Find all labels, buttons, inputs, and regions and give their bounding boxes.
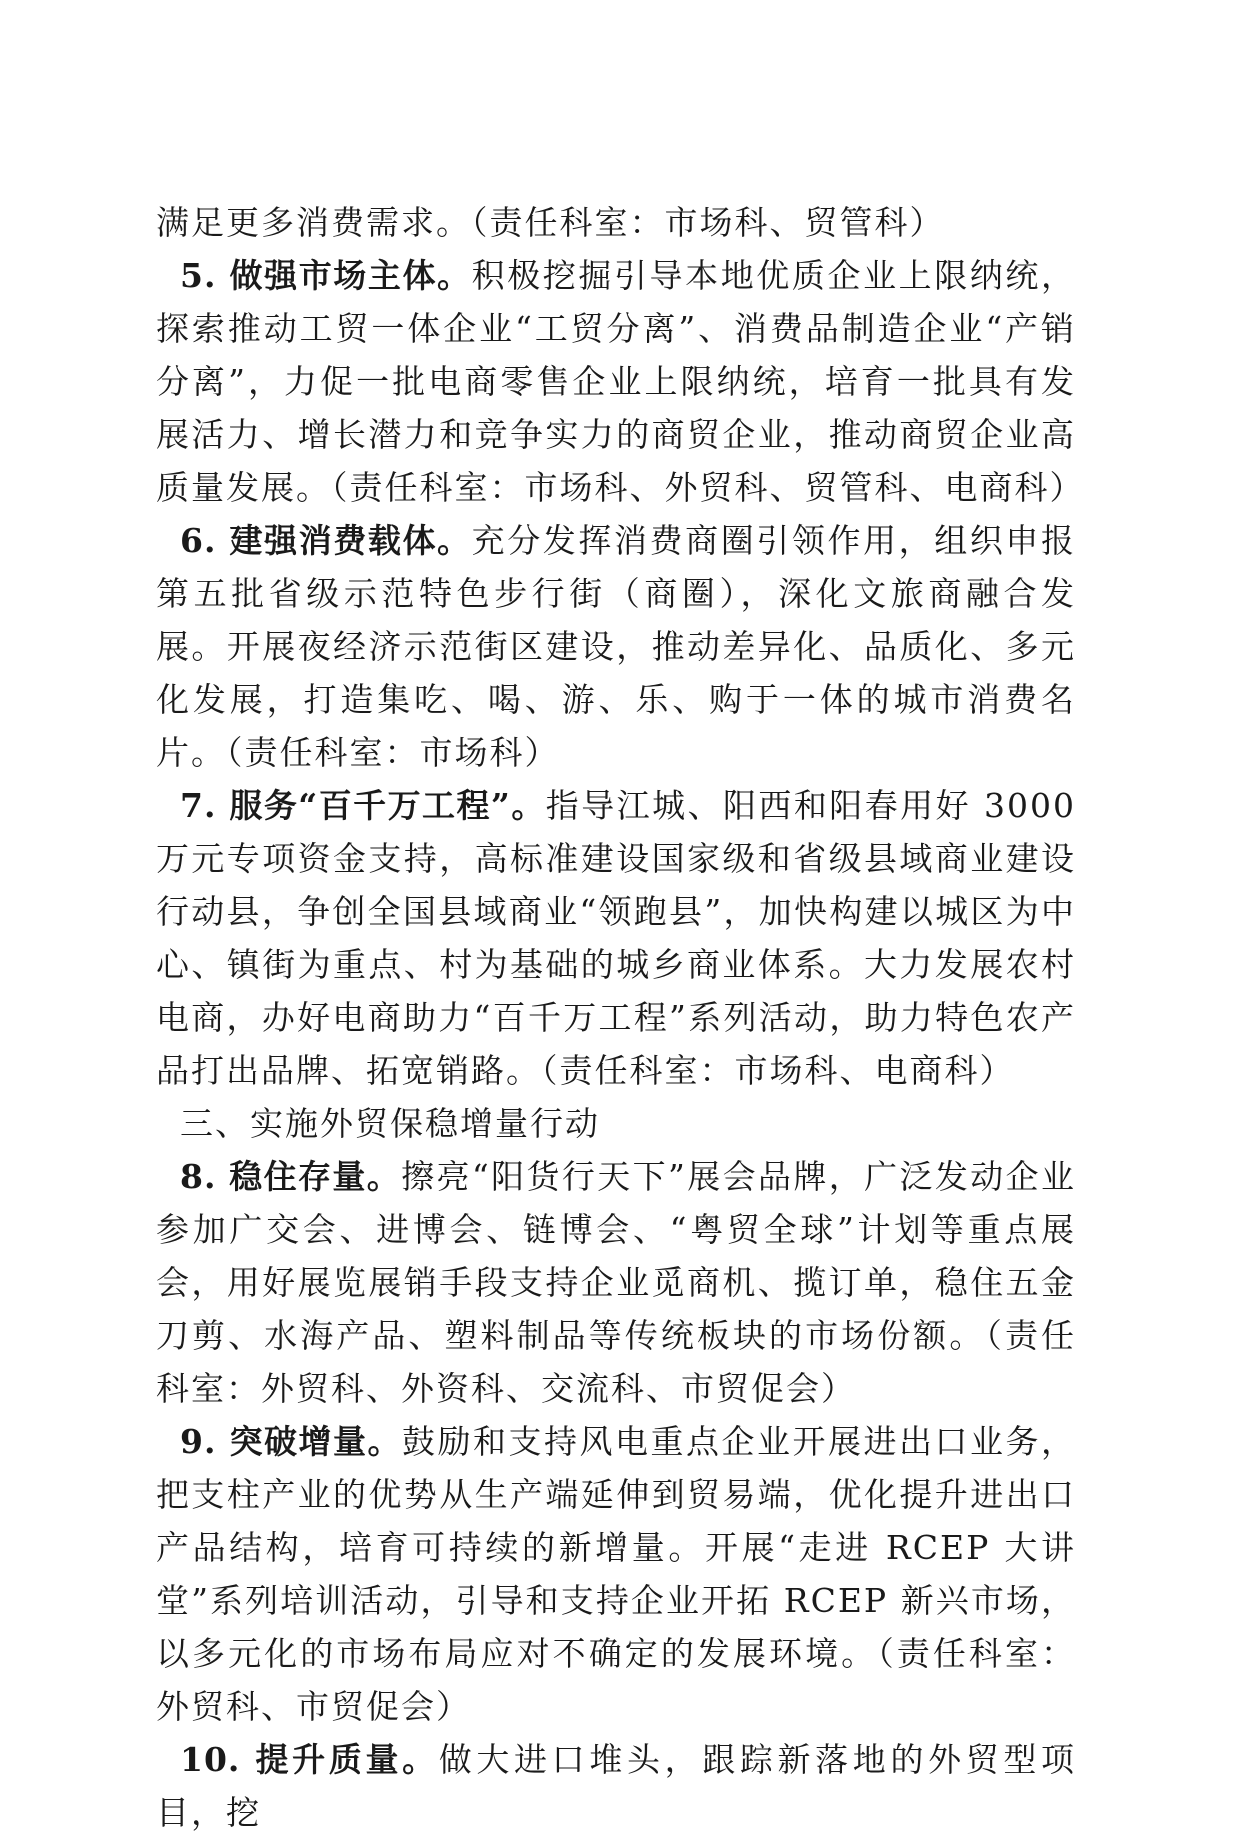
item-heading: 6. 建强消费载体。 [180, 521, 472, 560]
item-heading: 7. 服务“百千万工程”。 [180, 786, 546, 825]
paragraph-text: 擦亮“阳货行天下”展会品牌，广泛发动企业参加广交会、进博会、链博会、“粤贸全球”计划等重点展会，用好展览展销手段支持企业觅商机、揽订单，稳住五金刀剪、水海产品、塑料制品等传统板块的市场份额。（责任科室：外贸科、外资科、交流科、市贸促会） [156, 1157, 1076, 1408]
paragraph-item-6 [156, 514, 1076, 779]
item-heading: 8. 稳住存量。 [180, 1157, 402, 1196]
paragraph-text: 鼓励和支持风电重点企业开展进出口业务，把支柱产业的优势从生产端延伸到贸易端，优化提升进出口产品结构，培育可持续的新增量。开展“走进 RCEP 大讲堂”系列培训活动，引导和支持企业开拓 RCEP 新兴市场，以多元化的市场布局应对不确定的发展环境。（责任科室：外贸科、市贸促会） [156, 1422, 1076, 1726]
paragraph-text: 充分发挥消费商圈引领作用，组织申报第五批省级示范特色步行街（商圈），深化文旅商融合发展。开展夜经济示范街区建设，推动差异化、品质化、多元化发展，打造集吃、喝、游、乐、购于一体的城市消费名片。（责任科室：市场科） [156, 521, 1076, 772]
paragraph-continuation [156, 196, 1076, 249]
paragraph-item-5 [156, 249, 1085, 514]
paragraph-text: 指导江城、阳西和阳春用好 3000 万元专项资金支持，高标准建设国家级和省级县域商业建设行动县，争创全国县域商业“领跑县”，加快构建以城区为中心、镇街为重点、村为基础的城乡商业体系。大力发展农村电商，办好电商助力“百千万工程”系列活动，助力特色农产品打出品牌、拓宽销路。（责任科室：市场科、电商科） [156, 786, 1076, 1090]
item-heading: 9. 突破增量。 [180, 1422, 402, 1461]
paragraph-item-8 [156, 1150, 1076, 1415]
paragraph-text: 满足更多消费需求。（责任科室：市场科、贸管科） [156, 203, 945, 242]
document-body [156, 196, 1085, 1839]
paragraph-text: 积极挖掘引导本地优质企业上限纳统，探索推动工贸一体企业“工贸分离”、消费品制造企业“产销分离”，力促一批电商零售企业上限纳统，培育一批具有发展活力、增长潜力和竞争实力的商贸企业，推动商贸企业高质量发展。（责任科室：市场科、外贸科、贸管科、电商科） [156, 256, 1085, 507]
paragraph-item-7 [156, 779, 1076, 1097]
item-heading: 5. 做强市场主体。 [180, 256, 472, 295]
paragraph-item-9 [156, 1415, 1076, 1733]
section-heading: 三、实施外贸保稳增量行动 [180, 1104, 600, 1143]
item-heading: 10. 提升质量。 [180, 1740, 439, 1779]
paragraph-item-10 [156, 1733, 1076, 1839]
paragraph-text: 做大进口堆头，跟踪新落地的外贸型项目，挖 [156, 1740, 1076, 1832]
